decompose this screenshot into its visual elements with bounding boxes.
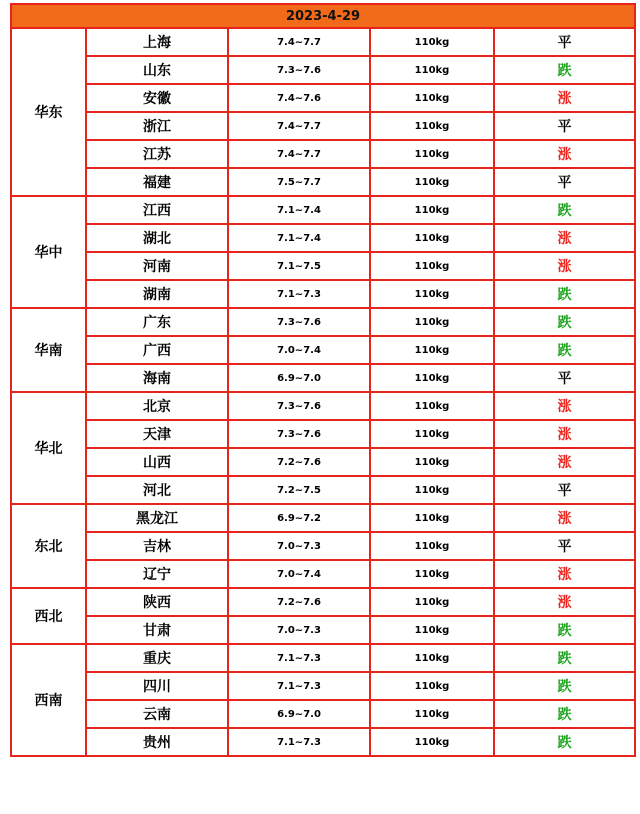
trend-indicator: 涨 [494,252,635,280]
weight-value: 110kg [370,196,494,224]
table-row [11,672,635,700]
province-name: 广东 [86,308,228,336]
weight-value: 110kg [370,532,494,560]
region-name: 华东 [11,28,86,196]
region-name: 华北 [11,392,86,504]
table-row [11,476,635,504]
province-name: 吉林 [86,532,228,560]
trend-indicator: 跌 [494,336,635,364]
table-row [11,252,635,280]
table-row [11,140,635,168]
weight-value: 110kg [370,504,494,532]
price-range: 7.3~7.6 [228,420,370,448]
province-name: 山西 [86,448,228,476]
trend-indicator: 跌 [494,644,635,672]
trend-indicator: 平 [494,364,635,392]
trend-indicator: 平 [494,28,635,56]
province-name: 河北 [86,476,228,504]
trend-indicator: 涨 [494,504,635,532]
price-range: 7.3~7.6 [228,308,370,336]
province-name: 湖北 [86,224,228,252]
price-range: 7.5~7.7 [228,168,370,196]
province-name: 陕西 [86,588,228,616]
table-row [11,504,635,532]
weight-value: 110kg [370,700,494,728]
trend-indicator: 涨 [494,588,635,616]
weight-value: 110kg [370,112,494,140]
trend-indicator: 涨 [494,560,635,588]
weight-value: 110kg [370,616,494,644]
price-range: 7.1~7.3 [228,280,370,308]
table-row [11,616,635,644]
price-range: 7.0~7.3 [228,616,370,644]
price-range: 7.3~7.6 [228,56,370,84]
table-row [11,364,635,392]
province-name: 广西 [86,336,228,364]
trend-indicator: 平 [494,532,635,560]
weight-value: 110kg [370,448,494,476]
weight-value: 110kg [370,364,494,392]
trend-indicator: 涨 [494,392,635,420]
weight-value: 110kg [370,476,494,504]
table-row [11,644,635,672]
price-range: 7.3~7.6 [228,392,370,420]
price-range: 6.9~7.2 [228,504,370,532]
weight-value: 110kg [370,728,494,756]
table-header-row [11,4,635,28]
weight-value: 110kg [370,420,494,448]
region-name: 西北 [11,588,86,644]
price-range: 7.1~7.3 [228,644,370,672]
weight-value: 110kg [370,308,494,336]
province-name: 北京 [86,392,228,420]
weight-value: 110kg [370,168,494,196]
price-range: 7.4~7.6 [228,84,370,112]
trend-indicator: 跌 [494,280,635,308]
province-name: 福建 [86,168,228,196]
price-table [10,3,636,757]
weight-value: 110kg [370,588,494,616]
trend-indicator: 跌 [494,728,635,756]
province-name: 四川 [86,672,228,700]
price-range: 6.9~7.0 [228,364,370,392]
table-row [11,392,635,420]
province-name: 山东 [86,56,228,84]
weight-value: 110kg [370,280,494,308]
trend-indicator: 跌 [494,196,635,224]
trend-indicator: 平 [494,476,635,504]
trend-indicator: 涨 [494,420,635,448]
table-row [11,448,635,476]
weight-value: 110kg [370,84,494,112]
table-row [11,700,635,728]
price-range: 7.0~7.4 [228,336,370,364]
province-name: 江西 [86,196,228,224]
table-row [11,168,635,196]
province-name: 湖南 [86,280,228,308]
price-table-body [11,4,635,756]
province-name: 河南 [86,252,228,280]
province-name: 江苏 [86,140,228,168]
province-name: 辽宁 [86,560,228,588]
price-range: 7.1~7.4 [228,196,370,224]
price-table-container [10,3,634,757]
table-row [11,56,635,84]
table-row [11,560,635,588]
price-range: 7.0~7.4 [228,560,370,588]
price-range: 6.9~7.0 [228,700,370,728]
province-name: 贵州 [86,728,228,756]
price-range: 7.1~7.3 [228,728,370,756]
region-name: 东北 [11,504,86,588]
weight-value: 110kg [370,140,494,168]
province-name: 浙江 [86,112,228,140]
weight-value: 110kg [370,56,494,84]
table-row [11,728,635,756]
weight-value: 110kg [370,560,494,588]
region-name: 西南 [11,644,86,756]
weight-value: 110kg [370,28,494,56]
weight-value: 110kg [370,672,494,700]
weight-value: 110kg [370,644,494,672]
trend-indicator: 平 [494,168,635,196]
trend-indicator: 跌 [494,308,635,336]
province-name: 海南 [86,364,228,392]
trend-indicator: 涨 [494,448,635,476]
price-range: 7.4~7.7 [228,28,370,56]
price-range: 7.0~7.3 [228,532,370,560]
weight-value: 110kg [370,336,494,364]
weight-value: 110kg [370,392,494,420]
price-range: 7.2~7.6 [228,588,370,616]
province-name: 安徽 [86,84,228,112]
table-row [11,420,635,448]
table-row [11,532,635,560]
table-row [11,308,635,336]
province-name: 云南 [86,700,228,728]
trend-indicator: 跌 [494,672,635,700]
trend-indicator: 跌 [494,616,635,644]
price-range: 7.4~7.7 [228,112,370,140]
table-row [11,112,635,140]
table-row [11,28,635,56]
province-name: 重庆 [86,644,228,672]
table-row [11,336,635,364]
table-row [11,196,635,224]
province-name: 黑龙江 [86,504,228,532]
table-row [11,84,635,112]
province-name: 甘肃 [86,616,228,644]
table-row [11,588,635,616]
trend-indicator: 跌 [494,700,635,728]
trend-indicator: 平 [494,112,635,140]
weight-value: 110kg [370,224,494,252]
table-title: 2023-4-29 [11,4,635,28]
price-range: 7.1~7.5 [228,252,370,280]
trend-indicator: 涨 [494,84,635,112]
trend-indicator: 跌 [494,56,635,84]
trend-indicator: 涨 [494,224,635,252]
price-range: 7.2~7.6 [228,448,370,476]
region-name: 华南 [11,308,86,392]
province-name: 上海 [86,28,228,56]
price-range: 7.1~7.3 [228,672,370,700]
table-row [11,280,635,308]
province-name: 天津 [86,420,228,448]
table-row [11,224,635,252]
price-range: 7.4~7.7 [228,140,370,168]
price-range: 7.1~7.4 [228,224,370,252]
weight-value: 110kg [370,252,494,280]
trend-indicator: 涨 [494,140,635,168]
price-range: 7.2~7.5 [228,476,370,504]
region-name: 华中 [11,196,86,308]
